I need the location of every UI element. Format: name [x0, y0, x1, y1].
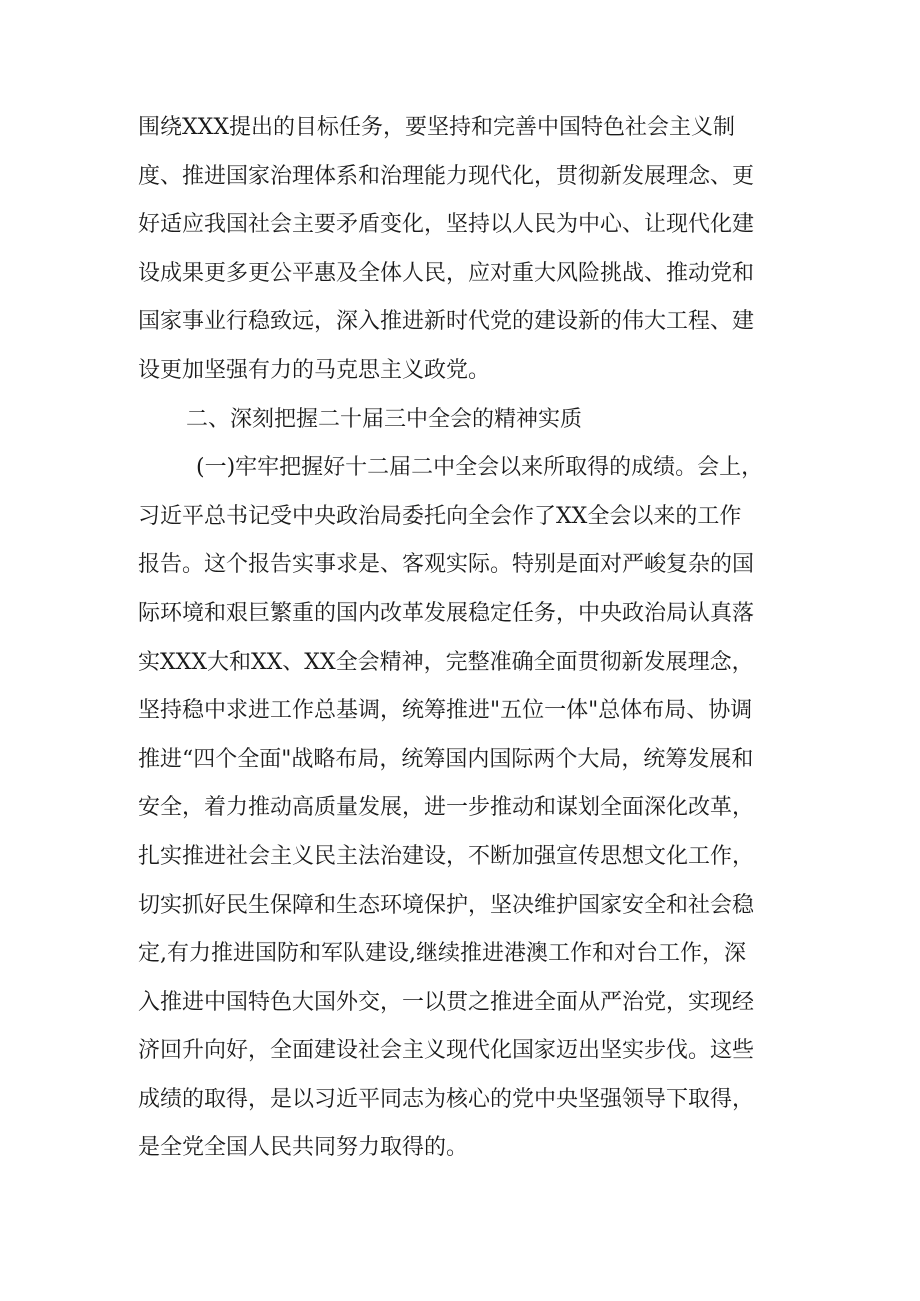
- paragraph-2-line: 习近平总书记受中央政治局委托向全会作了XX全会以来的工作: [138, 503, 742, 529]
- paragraph-2-line: 济回升向好，全面建设社会主义现代化国家迈出坚实步伐。这些: [138, 1038, 755, 1064]
- paragraph-2-line: 安全，着力推动高质量发展，进一步推动和谋划全面深化改革，: [138, 795, 755, 821]
- paragraph-2-line: 坚持稳中求进工作总基调，统筹推进"五位一体"总体布局、协调: [138, 698, 753, 724]
- paragraph-1-line: 好适应我国社会主要矛盾变化，坚持以人民为中心、让现代化建: [138, 212, 755, 238]
- document-body: [138, 104, 798, 1173]
- paragraph-2-line: 实XXX大和XX、XX全会精神，完整准确全面贯彻新发展理念，: [138, 649, 754, 675]
- paragraph-2-line: 是全党全国人民共同努力取得的。: [138, 1135, 469, 1161]
- paragraph-1-line: 设更加坚强有力的马克思主义政党。: [138, 357, 491, 383]
- paragraph-2-line: 切实抓好民生保障和生态环境保护，坚决维护国家安全和社会稳: [138, 892, 755, 918]
- paragraph-1-line: 度、推进国家治理体系和治理能力现代化，贯彻新发展理念、更: [138, 163, 755, 189]
- paragraph-2-line: 扎实推进社会主义民主法治建设，不断加强宣传思想文化工作，: [138, 843, 755, 869]
- section-heading: 二、深刻把握二十届三中全会的精神实质: [186, 406, 583, 432]
- paragraph-2: [138, 444, 798, 1173]
- paragraph-2-line: 际环境和艰巨繁重的国内改革发展稳定任务，中央政治局认真落: [138, 600, 755, 626]
- paragraph-1: [138, 104, 798, 396]
- paragraph-2-line: 入推进中国特色大国外交，一以贯之推进全面从严治党，实现经: [138, 989, 755, 1015]
- paragraph-2-line: 报告。这个报告实事求是、客观实际。特别是面对严峻复杂的国: [138, 552, 755, 578]
- paragraph-2-line: (一)牢牢把握好十二届二中全会以来所取得的成绩。会上，: [196, 455, 764, 481]
- paragraph-2-line: 定,有力推进国防和军队建设,继续推进港澳工作和对台工作，深: [138, 941, 746, 967]
- paragraph-1-line: 围绕XXX提出的目标任务，要坚持和完善中国特色社会主义制: [138, 115, 735, 140]
- paragraph-2-line: 推进“四个全面"战略布局，统筹国内国际两个大局，统筹发展和: [138, 746, 754, 772]
- paragraph-1-line: 设成果更多更公平惠及全体人民，应对重大风险挑战、推动党和: [138, 260, 755, 286]
- paragraph-2-line: 成绩的取得，是以习近平同志为核心的党中央坚强领导下取得，: [138, 1086, 755, 1112]
- paragraph-1-line: 国家事业行稳致远，深入推进新时代党的建设新的伟大工程、建: [138, 309, 755, 335]
